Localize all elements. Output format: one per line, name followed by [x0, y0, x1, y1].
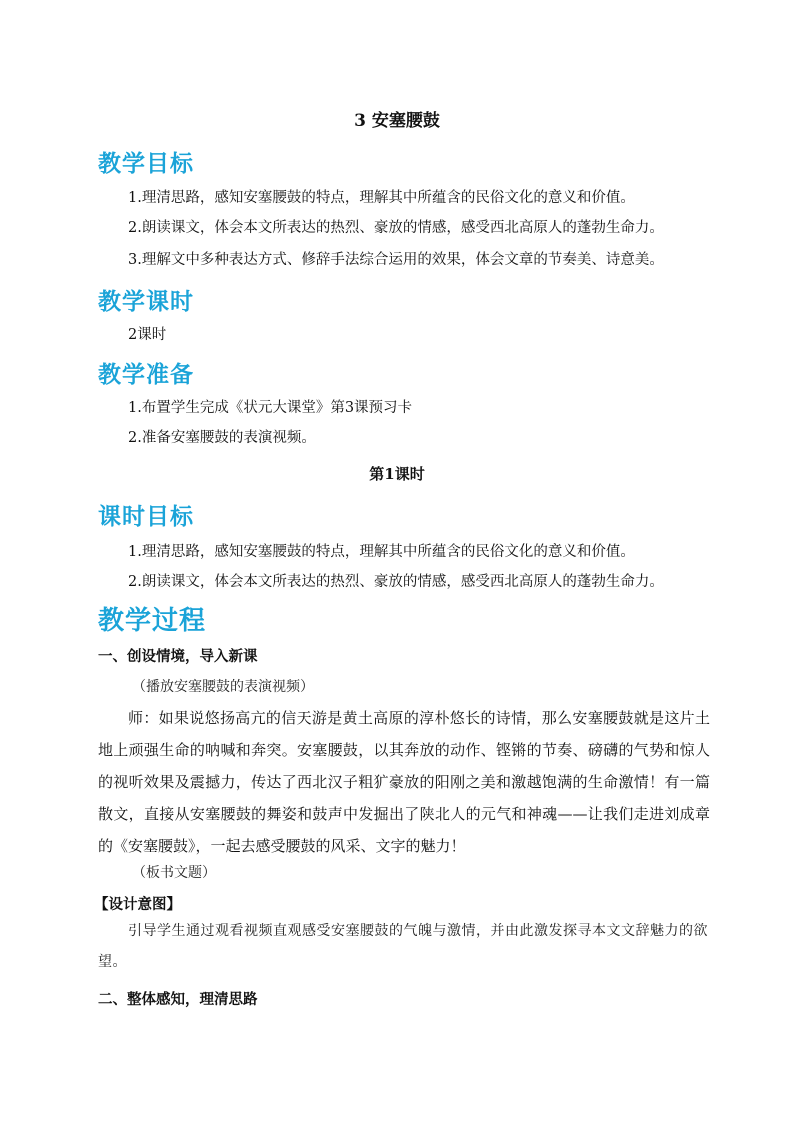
step2-title: 二、整体感知，理清思路 — [98, 991, 258, 1008]
lesson-title: 第1课时 — [369, 465, 425, 483]
heading-teaching-goals: 教学目标 — [98, 151, 194, 177]
lesson-goal-item: 2.朗读课文，体会本文所表达的热烈、豪放的情感，感受西北高原人的蓬勃生命力。 — [128, 574, 664, 590]
goal-item: 3.理解文中多种表达方式、修辞手法综合运用的效果，体会文章的节奏美、诗意美。 — [128, 252, 664, 268]
goal-item: 2.朗读课文，体会本文所表达的热烈、豪放的情感，感受西北高原人的蓬勃生命力。 — [128, 220, 664, 236]
design-intent-label: 【设计意图】 — [94, 896, 181, 913]
hours-value: 2课时 — [128, 327, 167, 343]
heading-lesson-goals: 课时目标 — [98, 504, 194, 530]
heading-teaching-prep: 教学准备 — [98, 362, 194, 388]
heading-teaching-process: 教学过程 — [98, 606, 207, 636]
step1-title: 一、创设情境，导入新课 — [98, 648, 258, 665]
goal-item: 1.理清思路，感知安塞腰鼓的特点，理解其中所蕴含的民俗文化的意义和价值。 — [128, 190, 635, 206]
step1-note: （播放安塞腰鼓的表演视频） — [132, 679, 314, 695]
step1-paragraph: 师：如果说悠扬高亢的信天游是黄土高原的淳朴悠长的诗情，那么安塞腰鼓就是这片土地上顽强生命的呐喊和奔突。安塞腰鼓，以其奔放的动作、铿锵的节奏、磅礴的气势和惊人的视听效果及震撼力，传达了西北汉子粗犷豪放的阳刚之美和激越饱满的生命激情！有一篇散文，直接从安塞腰鼓的舞姿和鼓声中发掘出了陕北人的元气和神魂——让我们走进刘成章的《安塞腰鼓》，一起去感受腰鼓的风采、文字的魅力！ — [98, 709, 710, 855]
lesson-goal-item: 1.理清思路，感知安塞腰鼓的特点，理解其中所蕴含的民俗文化的意义和价值。 — [128, 544, 635, 560]
document-title: 3 安塞腰鼓 — [354, 111, 440, 131]
prep-item: 2.准备安塞腰鼓的表演视频。 — [128, 430, 316, 446]
prep-item: 1.布置学生完成《状元大课堂》第3课预习卡 — [128, 400, 413, 416]
step1-note-board: （板书文题） — [132, 865, 216, 881]
heading-teaching-hours: 教学课时 — [98, 289, 194, 315]
design-intent-text: 引导学生通过观看视频直观感受安塞腰鼓的气魄与激情，并由此激发探寻本文文辞魅力的欲望。 — [98, 923, 708, 970]
